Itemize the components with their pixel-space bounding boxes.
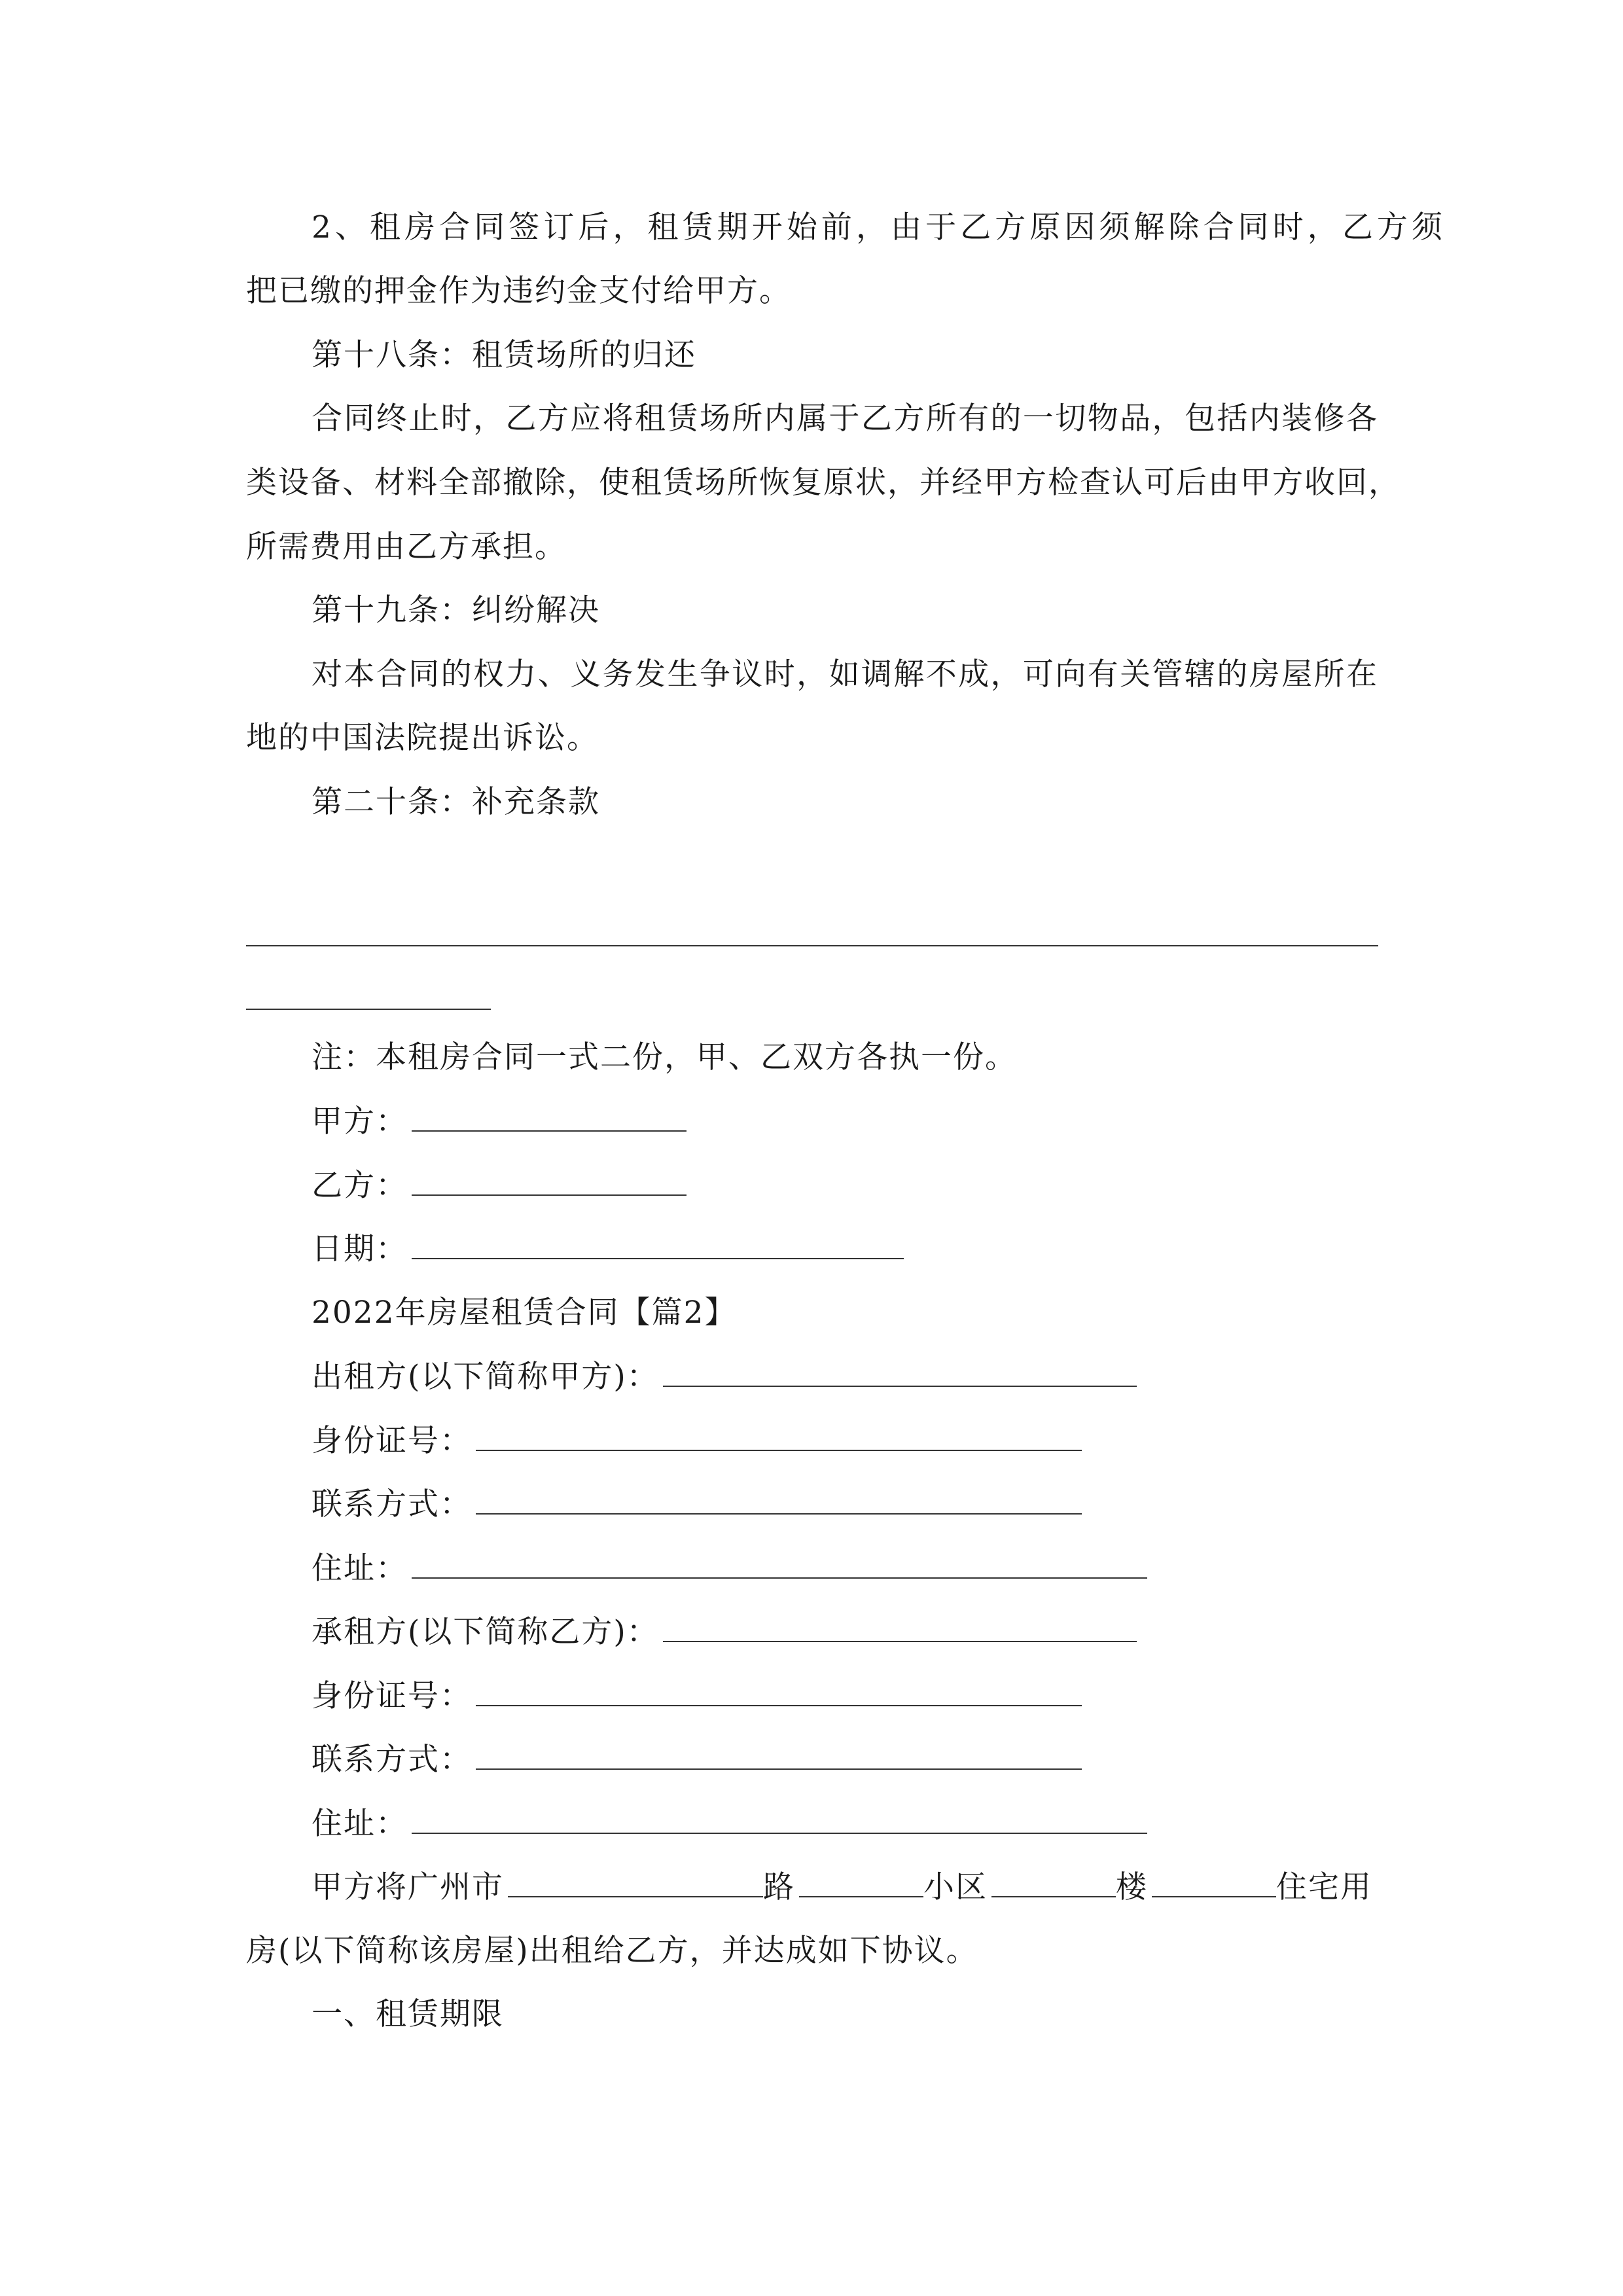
property-text: 甲方将广州市 xyxy=(312,1869,504,1905)
blank-underline xyxy=(991,1867,1116,1897)
paragraph-line: 所需费用由乙方承担。 xyxy=(246,529,567,565)
field-label: 联系方式： xyxy=(312,1486,472,1522)
blank-underline xyxy=(1152,1867,1276,1897)
property-text: 住宅用 xyxy=(1276,1869,1372,1905)
blank-underline xyxy=(476,1740,1082,1770)
signature-label: 日期： xyxy=(312,1231,408,1267)
section-heading: 一、租赁期限 xyxy=(312,1996,504,2032)
blank-underline xyxy=(508,1867,763,1897)
blank-underline xyxy=(476,1421,1082,1451)
contract-title: 2022年房屋租赁合同【篇2】 xyxy=(312,1295,737,1331)
blank-underline xyxy=(412,1102,687,1132)
lessor-contact-row xyxy=(312,1484,1082,1524)
lessee-row xyxy=(312,1612,1137,1652)
paragraph-line: 2、租房合同签订后，租赁期开始前，由于乙方原因须解除合同时，乙方须 xyxy=(312,209,1444,245)
blank-underline xyxy=(476,1484,1082,1515)
blank-underline xyxy=(476,1676,1082,1706)
signature-party-b xyxy=(312,1166,687,1206)
paragraph-line: 类设备、材料全部撤除，使租赁场所恢复原状，并经甲方检查认可后由甲方收回， xyxy=(246,465,1400,501)
property-line xyxy=(312,1867,1372,1907)
blank-underline xyxy=(412,1804,1147,1834)
paragraph-line: 合同终止时，乙方应将租赁场所内属于乙方所有的一切物品，包括内装修各 xyxy=(312,401,1378,437)
paragraph-line: 房(以下简称该房屋)出租给乙方，并达成如下协议。 xyxy=(246,1933,978,1969)
note-text: 注：本租房合同一式二份，甲、乙双方各执一份。 xyxy=(312,1039,1017,1075)
blank-underline xyxy=(246,945,1378,946)
blank-underline xyxy=(663,1357,1137,1387)
field-label: 联系方式： xyxy=(312,1742,472,1778)
article-heading: 第十八条：租赁场所的归还 xyxy=(312,337,696,373)
field-label: 身份证号： xyxy=(312,1678,472,1714)
signature-party-a xyxy=(312,1102,687,1141)
blank-underline xyxy=(412,1166,687,1196)
field-label: 出租方(以下简称甲方)： xyxy=(312,1359,659,1395)
lessee-contact-row xyxy=(312,1740,1082,1780)
field-label: 承租方(以下简称乙方)： xyxy=(312,1614,659,1650)
blank-underline xyxy=(412,1229,904,1259)
paragraph-line: 对本合同的权力、义务发生争议时，如调解不成，可向有关管辖的房屋所在 xyxy=(312,656,1378,692)
signature-label: 甲方： xyxy=(312,1103,408,1139)
paragraph-line: 地的中国法院提出诉讼。 xyxy=(246,720,599,756)
blank-underline xyxy=(663,1612,1137,1642)
lessee-address-row xyxy=(312,1804,1147,1844)
signature-date xyxy=(312,1229,904,1269)
lessor-id-row xyxy=(312,1421,1082,1461)
lessee-id-row xyxy=(312,1676,1082,1716)
blank-underline xyxy=(412,1549,1147,1579)
property-text: 楼 xyxy=(1116,1869,1148,1905)
blank-underline xyxy=(799,1867,923,1897)
blank-underline xyxy=(246,1009,491,1010)
lessor-row xyxy=(312,1357,1137,1397)
lessor-address-row xyxy=(312,1549,1147,1588)
field-label: 住址： xyxy=(312,1806,408,1842)
field-label: 住址： xyxy=(312,1551,408,1587)
field-label: 身份证号： xyxy=(312,1423,472,1459)
article-heading: 第二十条：补充条款 xyxy=(312,784,600,820)
paragraph-line: 把已缴的押金作为违约金支付给甲方。 xyxy=(246,273,791,309)
property-text: 路 xyxy=(763,1869,795,1905)
article-heading: 第十九条：纠纷解决 xyxy=(312,592,600,628)
signature-label: 乙方： xyxy=(312,1168,408,1204)
property-text: 小区 xyxy=(923,1869,988,1905)
